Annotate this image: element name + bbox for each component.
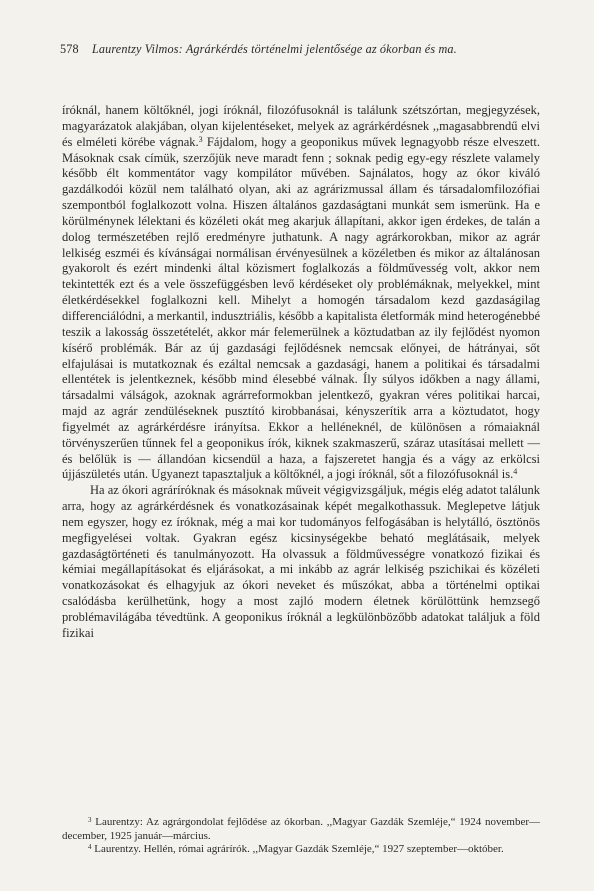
- running-title: Laurentzy Vilmos: Agrárkérdés történelmi jelentősége az ókorban és ma.: [91, 42, 457, 56]
- footnote-marker-4: 4: [88, 843, 92, 852]
- paragraph-1-part-a: íróknál, hanem költőknél, jogi íróknál, filozófusoknál is találunk szétszórtan, megjegyzések, magyarázatok alakjában, olyan kijelentéseket, melyek az agrárkérdésnek ,,magasabbrendű elvi és elméleti körébe vágnak.: [62, 103, 540, 149]
- running-head: [60, 42, 540, 57]
- footnotes: [62, 816, 540, 857]
- paragraph-1-part-b: Fájdalom, hogy a geoponikus művek legnagyobb része elveszett. Másoknak csak címük, szerzőjük neve maradt fenn ; soknak pedig egy-egy részlete valamely később élt kommentátor vagy kompilátor művében. Sajnálatos, hogy az ókor kiváló gazdálkodói közül nem található olyan, aki az agrárizmussal állam és társadalomfilozófiai szempontból foglalkozott volna. Hiszen általános gazdaságtani munkát sem ismerünk. Ha e körülménynek lélektani és közéleti okát meg akarjuk állapítani, akkor igen érdekes, de talán a dolog természetében rejlő eredményre juthatunk. A nagy agrárkorokban, mikor az agrár lelkiség eszméi és kívánságai normálisan érvényesülnek a közéletben és mikor az általánosan gyakorolt és ezért mindenki által közismert foglalkozás a földművesség volt, akkor nem tekintették ezt és a vele összefüggésben levő kérdéseket oly problémáknak, melyekkel, mint életkérdésekkel foglalkozni kell. Mihelyt a homogén társadalom kezd gazdaságilag differenciálódni, a merkantil, indusztriális, később a kapitalista életformák mind heterogénebbé teszik a lakosság összetételét, akkor már felemerülnek a köztudatban az ily fejlődést nyomon kísérő problémák. Bár az új gazdasági fejlődésnek nemcsak előnyei, de hátrányai, sőt elfajulásai is mutatkoznak és ezáltal nemcsak a gazdasági, hanem a politikai és társadalmi ellentétek is jelentkeznek, később mind élesebbé válnak. Íly súlyos időkben a nagy állami, társadalmi válságok, azoknak agrárreformokban jelentkező, gyakran véres politikai harcai, majd az agrár zendüléseknek pusztító kirobbanásai, kényszerítik arra a köztudatot, hogy figyelmét az agrárkérdésre irányítsa. Ekkor a helléneknél, de különösen a rómaiaknál törvényszerűen tűnnek fel a geoponikus írók, kiknek szakmaszerű, száraz utasításai mellett — és belőlük is — állandóan kicsendül a haza, a fajszeretet hangja és a vágy az erkölcsi újjászületés után. Ugyanezt tapasztaljuk a költőknél, a jogi íróknál, sőt a filozófusoknál is.: [62, 134, 540, 482]
- page-number: 578: [60, 42, 79, 56]
- footnote-ref-3[interactable]: 3: [198, 134, 203, 144]
- footnote-3-text: Laurentzy: Az agrárgondolat fejlődése az ókorban. ,,Magyar Gazdák Szemléje,“ 1924 november—december, 1925 január—március.: [62, 816, 540, 842]
- paragraph-2-text: Ha az ókori agrárírόknak és másoknak műveit végigvizsgáljuk, mégis elég adatot találunk arra, hogy az agrárkérdésnek és vonatkozásainak képét megalkothassuk. Meglepetve látjuk nem egyszer, hogy ez íróknak, még a mai kor tudományos felfogásában is helytálló, ösztönös megfigyelései voltak. Gyakran egész kicsinységekbe beható meglátásaik, melyek gazdaságtörténeti és tanulmányozott. Ha olvassuk a földművességre vonatkozó fizikai és kémiai megállapításokat és eljárásokat, a mi inkább az agrár lelkiség pszichikai és közéleti vonatkozásokat és elhagyjuk az ókori neveket és műszókat, abba a történelmi optikai csalódásba kerülhetünk, hogy a most zajló modern életnek körülöttünk hemzsegő problémavilágába tévedtünk. A geoponikus íróknál a legkülönbözőbb adatokat találjuk a föld fizikai: [62, 483, 540, 640]
- paragraph-1: [62, 103, 540, 483]
- body-text: [62, 103, 540, 642]
- footnote-marker-3: 3: [88, 816, 92, 824]
- footnote-3: [62, 816, 540, 843]
- footnote-ref-4[interactable]: 4: [513, 467, 518, 477]
- footnote-4-text: Laurentzy. Hellén, római agrárírók. ,,Magyar Gazdák Szemléje,“ 1927 szeptember—október.: [91, 843, 504, 856]
- paragraph-2: [62, 483, 540, 641]
- footnote-4: [62, 843, 540, 857]
